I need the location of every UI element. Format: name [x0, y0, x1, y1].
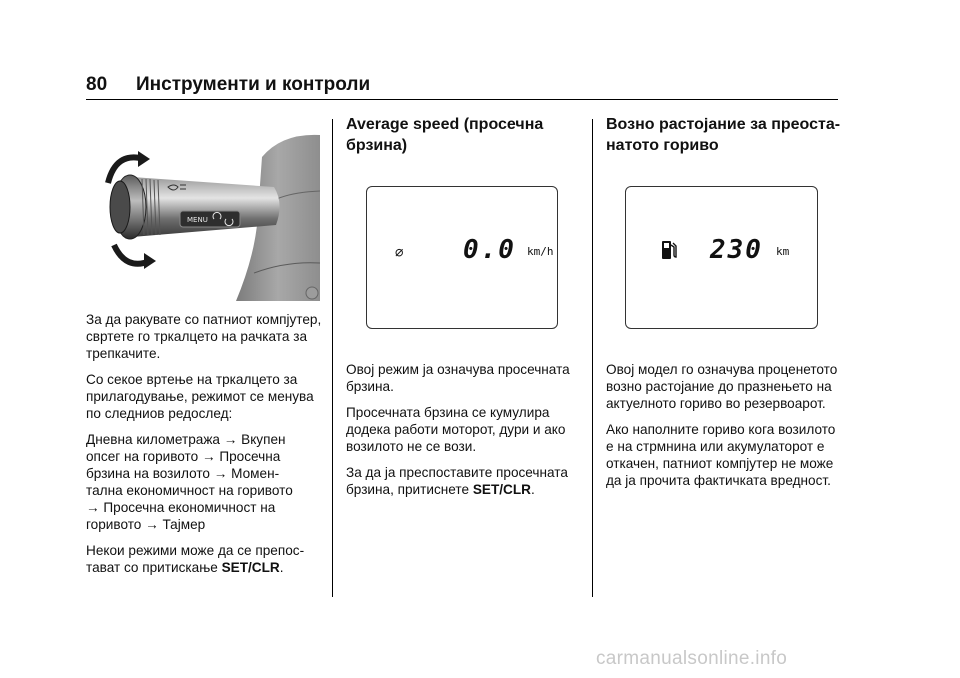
section-title-average-speed	[346, 114, 582, 156]
paragraph	[346, 464, 582, 498]
section-title-fuel-range	[606, 114, 842, 156]
col3-text	[606, 361, 842, 498]
title-line: брзина)	[346, 137, 408, 154]
average-speed-display	[366, 186, 558, 329]
paragraph: Просечната брзина се кумулира додека работи моторот, дури и ако возилото не се вози.	[346, 405, 566, 454]
page-number: 80	[86, 74, 108, 95]
set-clr-label: SET/CLR	[221, 560, 280, 575]
sequence-line: Дневна километража → Вкупен	[86, 432, 286, 447]
column-divider-1	[332, 119, 333, 597]
watermark: carmanualsonline.info	[596, 648, 788, 669]
sequence-line: брзина на возилото → Момен-	[86, 466, 280, 481]
paragraph: Овој режим ја означува просечната брзина.	[346, 362, 570, 394]
fuel-range-display	[625, 186, 818, 329]
turn-signal-stalk-illustration	[86, 133, 320, 301]
sequence-line: тална економичност на горивото	[86, 483, 293, 498]
menu-button-label: MENU	[187, 216, 208, 224]
column-divider-2	[592, 119, 593, 597]
paragraph: Овој модел го означува проценетото возно растојание до празнењето на актуелното гориво во резервоарот.	[606, 362, 838, 411]
paragraph	[86, 542, 322, 576]
text-run: Некои режими може да се препос-тават со притискање	[86, 543, 305, 575]
paragraph: Ако наполните гориво кога возилото е на стрмнина или акумулаторот е откачен, патниот компјутер не може да ја прочита фактичката вредност.	[606, 422, 836, 488]
sequence-line: → Просечна економичност на	[86, 500, 276, 515]
fuel-pump-icon	[660, 239, 678, 261]
title-line: Average speed (просечна	[346, 116, 544, 133]
text-run: За да ја преспоставите просечната брзина, притиснете	[346, 465, 568, 497]
paragraph: Со секое вртење на тркалцето за прилагодување, режимот се менува по следниов редослед:	[86, 372, 314, 421]
page-header	[86, 66, 836, 100]
speed-unit: km/h	[527, 245, 554, 258]
mode-sequence	[86, 431, 322, 533]
sequence-line: горивото → Тајмер	[86, 517, 206, 532]
col1-text	[86, 311, 322, 585]
col2-text	[346, 361, 582, 507]
chapter-title: Инструменти и контроли	[136, 74, 371, 95]
average-symbol-icon: ⌀	[395, 245, 404, 261]
text-run: .	[530, 482, 535, 497]
set-clr-label: SET/CLR	[472, 482, 531, 497]
header-divider	[86, 99, 838, 100]
fuel-range-value: 230	[710, 235, 763, 265]
paragraph: За да ракувате со патниот компјутер, свртете го тркалцето на рачката за трепкачите.	[86, 312, 322, 361]
sequence-line: опсег на горивото → Просечна	[86, 449, 281, 464]
title-line: Возно растојание за преоста-	[606, 116, 841, 133]
average-speed-value: 0.0	[463, 235, 516, 265]
distance-unit: km	[776, 245, 790, 258]
title-line: натото гориво	[606, 137, 719, 154]
text-run: .	[279, 560, 284, 575]
